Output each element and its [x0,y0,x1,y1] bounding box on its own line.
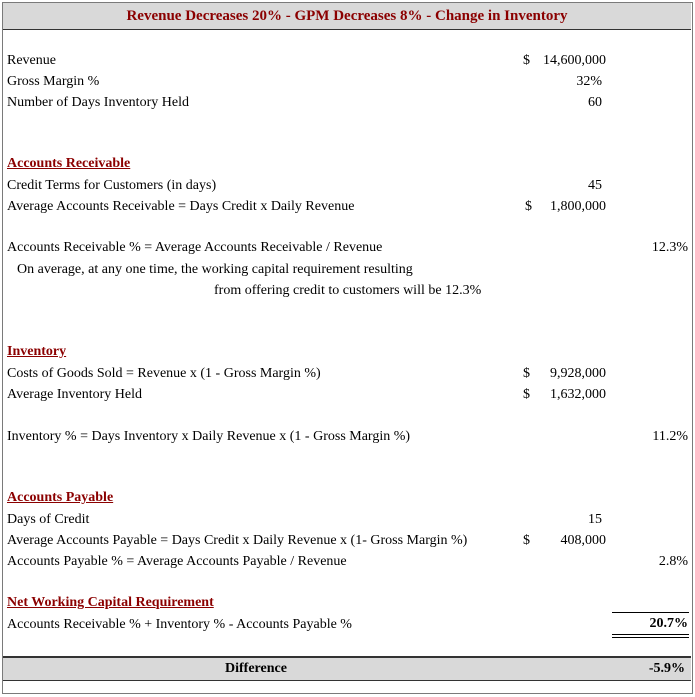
difference-label: Difference [225,661,287,676]
days-inventory-value: 60 [588,95,602,110]
accounts-receivable-header: Accounts Receivable [7,156,131,171]
ar-percent-label: Accounts Receivable % = Average Accounts Receivable / Revenue [7,240,383,255]
nwc-formula-label: Accounts Receivable % + Inventory % - Accounts Payable % [7,617,352,632]
difference-row [3,656,691,681]
inventory-percent-label: Inventory % = Days Inventory x Daily Revenue x (1 - Gross Margin %) [7,429,411,444]
days-inventory-label: Number of Days Inventory Held [7,95,189,110]
difference-value: -5.9% [648,661,685,676]
avg-accounts-receivable-dollar: $ [525,199,532,214]
avg-accounts-receivable-label: Average Accounts Receivable = Days Credit x Daily Revenue [7,199,355,214]
days-of-credit-label: Days of Credit [7,512,90,527]
cogs-value: 9,928,000 [550,366,606,381]
gross-margin-value: 32% [576,74,602,89]
nwc-header: Net Working Capital Requirement [7,595,214,610]
inventory-header: Inventory [7,344,67,359]
avg-accounts-payable-label: Average Accounts Payable = Days Credit x Daily Revenue x (1- Gross Margin %) [7,533,468,548]
revenue-label: Revenue [7,53,56,68]
revenue-dollar: $ [523,53,530,68]
avg-accounts-receivable-value: 1,800,000 [550,199,606,214]
avg-inventory-value: 1,632,000 [550,387,606,402]
ar-note-line-1: On average, at any one time, the working capital requirement resulting [17,262,413,277]
sheet-title: Revenue Decreases 20% - GPM Decreases 8% - Change in Inventory [3,3,691,30]
cogs-dollar: $ [523,366,530,381]
credit-terms-value: 45 [588,178,602,193]
gross-margin-label: Gross Margin % [7,74,100,89]
ap-percent-value: 2.8% [658,554,688,569]
days-of-credit-value: 15 [588,512,602,527]
avg-inventory-label: Average Inventory Held [7,387,143,402]
ar-percent-value: 12.3% [651,240,688,255]
ar-note-line-2: from offering credit to customers will be 12.3% [214,283,482,298]
accounts-payable-header: Accounts Payable [7,490,114,505]
total-line-top [612,612,689,613]
avg-accounts-payable-dollar: $ [523,533,530,548]
credit-terms-label: Credit Terms for Customers (in days) [7,178,217,193]
total-double-line-1 [612,634,689,635]
avg-inventory-dollar: $ [523,387,530,402]
avg-accounts-payable-value: 408,000 [560,533,606,548]
cogs-label: Costs of Goods Sold = Revenue x (1 - Gross Margin %) [7,366,321,381]
revenue-value: 14,600,000 [543,53,606,68]
ap-percent-label: Accounts Payable % = Average Accounts Payable / Revenue [7,554,347,569]
nwc-total-value: 20.7% [649,616,688,631]
inventory-percent-value: 11.2% [652,429,688,444]
total-double-line-2 [612,637,689,638]
